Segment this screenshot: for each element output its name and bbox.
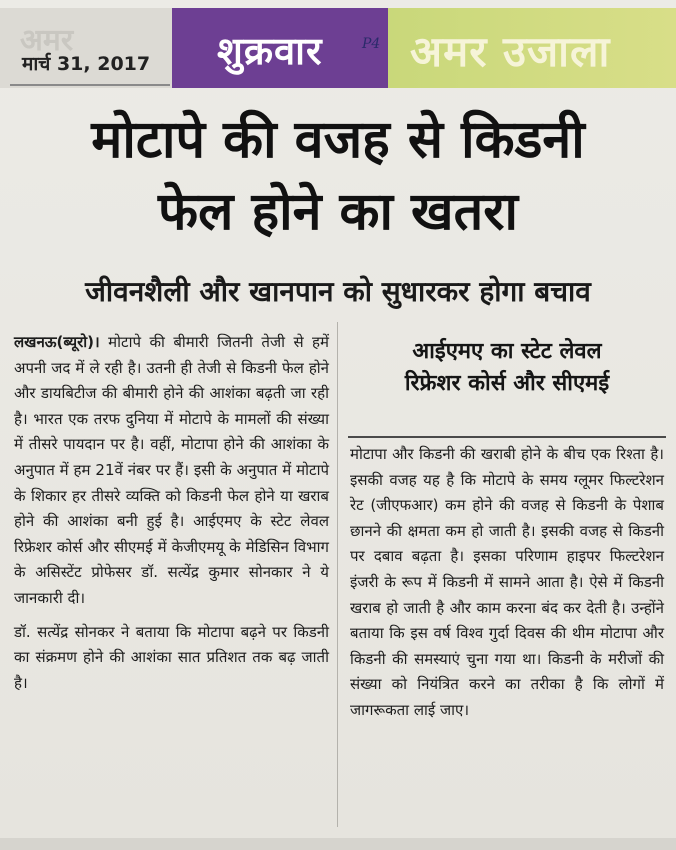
day-label: शुक्रवार bbox=[217, 29, 323, 73]
box-heading-rule bbox=[348, 436, 666, 438]
masthead-ghost-text: अमर bbox=[20, 23, 74, 58]
column-divider bbox=[337, 322, 338, 827]
box-heading-line-2: रिफ्रेशर कोर्स और सीएमई bbox=[404, 371, 610, 396]
clipping-bottom-edge bbox=[0, 838, 676, 850]
left-column bbox=[14, 330, 329, 704]
byline: लखनऊ(ब्यूरो)। bbox=[14, 333, 100, 351]
right-paragraph: मोटापा और किडनी की खराबी होने के बीच एक रिश्ता है। इसकी वजह यह है कि मोटापे के समय ग्लूमर फिल्टरेशन रेट (जीएफआर) कम होने की वजह से किडनी के पेशाब छानने की क्षमता कम हो जाती है। इसकी वजह से किडनी पर दबाव बढ़ता है। इसका परिणाम हाइपर फिल्टरेशन इंजरी के रूप में किडनी में सामने आता है। ऐसे में किडनी खराब हो जाती है और काम करना बंद कर देती है। उन्होंने बताया कि इस वर्ष विश्व गुर्दा दिवस की थीम मोटापा और किडनी की समस्याएं चुना गया था। किडनी के मरीजों की संख्या को नियंत्रित करने का तरीका है कि लोगों में जागरूकता लाई जाए। bbox=[350, 445, 664, 719]
handwritten-page-mark: P4 bbox=[362, 36, 381, 52]
headline-line-2: फेल होने का खतरा bbox=[158, 181, 518, 242]
paper-logo: अमर उजाला bbox=[410, 27, 611, 76]
right-column bbox=[350, 442, 664, 724]
left-paragraph-2: डॉ. सत्येंद्र सोनकर ने बताया कि मोटापा बढ़ने पर किडनी का संक्रमण होने की आशंका सात प्रतिशत तक बढ़ जाती है। bbox=[14, 622, 329, 692]
left-paragraph-1-text: मोटापे की बीमारी जितनी तेजी से हमें अपनी जद में ले रही है। उतनी ही तेजी से किडनी फेल होने और डायबिटीज की बीमारी होने की आशंका बढ़ती जा रही है। भारत एक तरफ दुनिया में मोटापे के मामलों की संख्या में तीसरे पायदान पर है। वहीं, मोटापा होने की आशंका के अनुपात में हम 21वें नंबर पर हैं। इसी के अनुपात में मोटापे के शिकार हर तीसरे व्यक्ति को किडनी फेल होने या खराब होने की आशंका बनी हुई है। आईएमए के स्टेट लेवल रिफ्रेशर कोर्स और सीएमई में केजीएमयू के मेडिसिन विभाग के असिस्टेंट प्रोफेसर डॉ. सत्येंद्र कुमार सोनकार ने ये जानकारी दी। bbox=[14, 333, 329, 607]
box-heading bbox=[348, 336, 666, 400]
masthead-strip bbox=[0, 8, 676, 88]
article-subheadline: जीवनशैली और खानपान को सुधारकर होगा बचाव bbox=[85, 275, 591, 308]
left-paragraph-1 bbox=[14, 330, 329, 612]
article-headline bbox=[0, 104, 676, 248]
masthead-date-area bbox=[0, 8, 172, 88]
publication-date: मार्च 31, 2017 bbox=[22, 53, 151, 75]
date-underline bbox=[10, 84, 170, 86]
headline-line-1: मोटापे की वजह से किडनी bbox=[91, 109, 585, 170]
box-heading-line-1: आईएमए का स्टेट लेवल bbox=[412, 339, 602, 364]
day-banner bbox=[172, 8, 388, 88]
paper-logo-banner bbox=[388, 8, 676, 88]
